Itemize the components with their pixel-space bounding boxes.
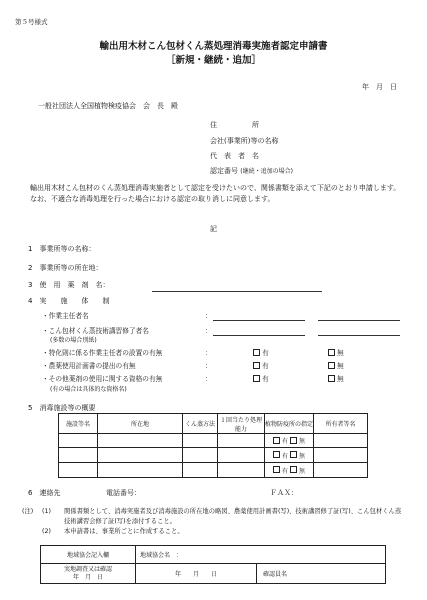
note-2-text: 本申請書は、事業所ごとに作成すること。 — [64, 528, 184, 535]
no-label: 無 — [337, 349, 344, 357]
regional-name-field[interactable]: 地域協会名 ： — [136, 546, 386, 564]
regional-association-table — [40, 545, 386, 584]
checkbox[interactable] — [273, 437, 280, 444]
cell[interactable] — [218, 463, 265, 478]
cell[interactable] — [98, 434, 183, 448]
cell[interactable] — [98, 448, 183, 463]
checkbox[interactable] — [273, 451, 280, 458]
cell[interactable] — [314, 448, 368, 463]
cell[interactable] — [59, 463, 98, 478]
certification-number-label — [210, 166, 293, 176]
facility-table — [58, 413, 368, 478]
trainee-label: ・こん包材くん蒸技術講習修了者名 — [42, 327, 149, 335]
survey-label: 実地調査又は確認 — [63, 565, 112, 573]
survey-date-field[interactable]: 年 月 日 — [136, 564, 257, 584]
regional-entry-label: 地域協会記入欄 — [41, 546, 136, 564]
trainee-line-2[interactable] — [318, 335, 400, 336]
qualification-yes[interactable] — [253, 373, 269, 383]
colon: ： — [205, 312, 212, 320]
cell[interactable] — [218, 448, 265, 463]
applicant-company-label: 会社(事業所)等の名称 — [210, 137, 279, 145]
date-field[interactable]: 年 月 日 — [362, 83, 397, 91]
capacity-header: １回当たり処理能力 — [218, 414, 265, 434]
item-office-address: 2 事業所等の所在地： — [28, 264, 103, 272]
location-header: 所在地 — [98, 414, 183, 434]
yes-label: 有 — [282, 467, 289, 475]
other-qualification-label: ・その他薬剤の使用に関する資格の有無 — [42, 375, 163, 383]
fumigation-method-header: くん蒸方法 — [183, 414, 218, 434]
checkbox[interactable] — [290, 451, 297, 458]
form-number: 第５号様式 — [15, 18, 48, 26]
pesticide-plan-no[interactable] — [328, 360, 344, 370]
cell[interactable] — [98, 463, 183, 478]
chemical-name-line[interactable] — [152, 291, 322, 292]
owner-header: 所有者等名 — [314, 414, 368, 434]
fax-label: ＦＡＸ： — [270, 489, 298, 497]
pesticide-plan-label: ・農薬使用計画書の提出の有無 — [42, 362, 136, 370]
note-1-text: 関係書類として、消毒実施者及び消毒施設の所在地の略図、農薬使用計画書(写)、技術講習修了証(写)、こん包材くん蒸技術講習会修了証(写)を添付すること。 — [64, 508, 402, 525]
trainee-note: (多数の場合別紙) — [50, 337, 97, 344]
chief-operator-line-1[interactable] — [213, 320, 305, 321]
no-label: 無 — [298, 452, 305, 460]
colon: ： — [205, 327, 212, 335]
chief-operator-line-2[interactable] — [318, 320, 400, 321]
no-label: 無 — [298, 438, 305, 445]
paragraph-2: なお、不適合な消毒処理を行った場合における認定の取り消しに同意します。 — [30, 195, 275, 203]
note-1-number: (1) — [42, 508, 51, 515]
qualification-note: (有の場合は具体的な資格名) — [50, 386, 127, 393]
yes-label: 有 — [262, 362, 269, 370]
inspector-name-field[interactable]: 確認員名 — [257, 564, 386, 584]
colon: ： — [205, 349, 212, 357]
checkbox[interactable] — [253, 349, 260, 356]
chief-operator-label: ・作業主任者名 — [42, 312, 89, 320]
designation-cell[interactable] — [265, 448, 314, 463]
yes-label: 有 — [282, 452, 289, 460]
application-paragraph — [22, 183, 405, 205]
table-row — [59, 463, 368, 478]
designation-cell[interactable] — [265, 434, 314, 448]
cell[interactable] — [59, 434, 98, 448]
checkbox[interactable] — [253, 362, 260, 369]
cell[interactable] — [314, 434, 368, 448]
colon: ： — [205, 362, 212, 370]
qualification-no[interactable] — [328, 373, 344, 383]
item-office-name: 1 事業所等の名称： — [28, 245, 96, 253]
note-1 — [22, 507, 407, 527]
addressee: 一般社団法人全国植物検疫協会 会 長 殿 — [38, 102, 178, 110]
cell[interactable] — [183, 463, 218, 478]
colon: ： — [205, 375, 212, 383]
item-chemical-name: 3 使 用 薬 剤 名： — [28, 281, 110, 289]
item-facility-overview: 5 消毒施設等の概要 — [28, 404, 96, 412]
notes-label: (注) — [22, 508, 34, 515]
checkbox[interactable] — [290, 466, 297, 473]
ki-heading: 記 — [210, 225, 217, 233]
checkbox[interactable] — [328, 362, 335, 369]
supervisor-label: ・特化則に係る作業主任者の設置の有無 — [42, 349, 163, 357]
supervisor-no[interactable] — [328, 347, 344, 357]
checkbox[interactable] — [328, 349, 335, 356]
item-implementation: 4 実 施 体 制 — [28, 297, 110, 305]
facility-name-header: 施設等名 — [59, 414, 98, 434]
trainee-line-1[interactable] — [213, 335, 305, 336]
checkbox[interactable] — [273, 466, 280, 473]
notes — [22, 507, 407, 537]
designation-header: 植物防疫所の指定 — [265, 414, 314, 434]
checkbox[interactable] — [290, 437, 297, 444]
cell[interactable] — [183, 448, 218, 463]
supervisor-yes[interactable] — [253, 347, 269, 357]
no-label: 無 — [298, 467, 305, 475]
yes-label: 有 — [262, 349, 269, 357]
no-label: 無 — [337, 362, 344, 370]
note-2-number: (2) — [42, 528, 51, 535]
checkbox[interactable] — [253, 375, 260, 382]
checkbox[interactable] — [328, 375, 335, 382]
cell[interactable] — [314, 463, 368, 478]
cert-label: 認定番号 — [210, 167, 238, 175]
no-label: 無 — [337, 375, 344, 383]
note-2 — [22, 527, 407, 537]
yes-label: 有 — [262, 375, 269, 383]
cell[interactable] — [183, 434, 218, 448]
phone-label: 電話番号： — [106, 489, 141, 497]
paragraph-1: 輸出用木材こん包材のくん蒸処理消毒実施者として認定を受けたいので、関係書類を添えて下記のとおり申請します。 — [30, 184, 401, 192]
designation-cell[interactable] — [265, 463, 314, 478]
table-row — [59, 434, 368, 448]
yes-label: 有 — [282, 438, 289, 445]
cell[interactable] — [218, 434, 265, 448]
applicant-address-label: 住 所 — [210, 121, 259, 129]
pesticide-plan-yes[interactable] — [253, 360, 269, 370]
cert-note: (継続・追加の場合) — [240, 168, 293, 175]
item-contact: 6 連絡先 — [28, 489, 61, 497]
cell[interactable] — [59, 448, 98, 463]
applicant-representative-label: 代 表 者 名 — [210, 152, 259, 160]
survey-date-label — [41, 564, 136, 584]
survey-date-format: 年 月 日 — [72, 573, 103, 581]
table-row — [59, 448, 368, 463]
form-subtitle: ［新規・継続・追加］ — [165, 55, 261, 66]
form-title: 輸出用木材こん包材くん蒸処理消毒実施者認定申請書 — [99, 41, 328, 52]
